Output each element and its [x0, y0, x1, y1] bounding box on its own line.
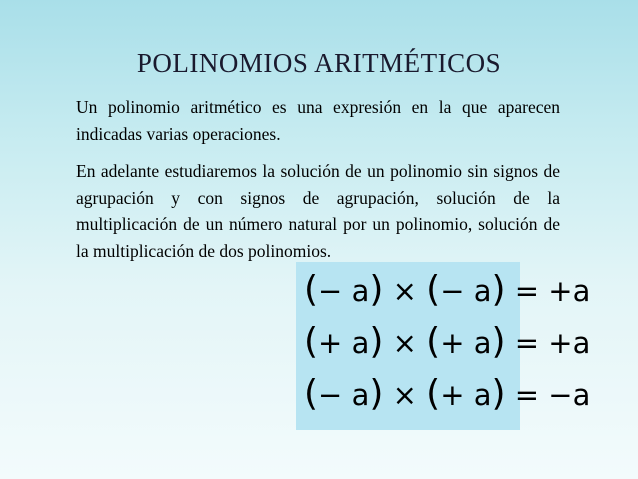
- result: = +a: [514, 274, 591, 308]
- result: = −a: [514, 378, 591, 412]
- times-symbol: ×: [392, 274, 417, 308]
- factor-left: + a: [318, 326, 370, 360]
- times-symbol: ×: [392, 326, 417, 360]
- factor-left: − a: [318, 274, 370, 308]
- sign-rule-1: (− a) × (− a) = +a: [304, 269, 591, 310]
- slide-title: POLINOMIOS ARITMÉTICOS: [136, 48, 502, 78]
- sign-rule-2: (+ a) × (+ a) = +a: [304, 321, 591, 362]
- paragraph-definition: Un polinomio aritmético es una expresión en la que aparecen indicadas varias operaciones.: [76, 97, 560, 144]
- times-symbol: ×: [392, 378, 417, 412]
- factor-right: + a: [440, 378, 492, 412]
- sign-rule-3: (− a) × (+ a) = −a: [304, 373, 591, 414]
- paragraph-overview: En adelante estudiaremos la solución de un polinomio sin signos de agrupación y con signos de agrupación, solución de la multiplicación de un número natural por un polinomio, solución de la multiplicación de dos polinomios.: [76, 161, 560, 261]
- factor-right: + a: [440, 326, 492, 360]
- factor-left: − a: [318, 378, 370, 412]
- factor-right: − a: [440, 274, 492, 308]
- result: = +a: [514, 326, 591, 360]
- sign-rules-formula-box: [296, 262, 591, 430]
